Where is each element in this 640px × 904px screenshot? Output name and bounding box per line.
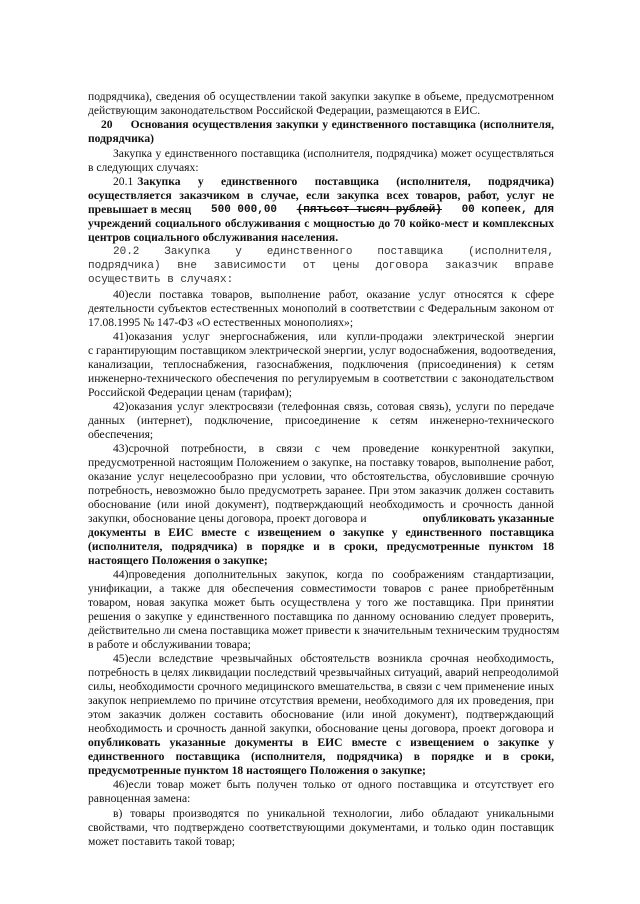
text-line: осуществляется заказчиком в случае, если закупка всех товаров, работ, услуг не bbox=[88, 189, 554, 202]
text-line: унификации, а также для обеспечения совместимости товаров с ранее приобретённым bbox=[88, 582, 554, 595]
text-line: 17.08.1995 № 147-ФЗ «О естественных монополиях»; bbox=[88, 316, 354, 329]
clause-text: Закупка у единственного поставщика (исполнителя, подрядчика) bbox=[137, 175, 554, 188]
text-line: может поставить такой товар; bbox=[88, 835, 236, 848]
text-line: 44)проведения дополнительных закупок, когда по соображениям стандартизации, bbox=[113, 568, 554, 581]
text-line: предусмотренной настоящим Положением о закупке, на поставку товаров, выполнение работ, bbox=[88, 456, 554, 469]
clause-20-2: 20.2 Закупка у единственного поставщика (исполнителя, bbox=[113, 246, 554, 258]
amount-words: (пятьсот тысяч рублей) bbox=[296, 204, 442, 216]
text-line: силы, необходимости срочного медицинского вмешательства, в связи с чем применение иных bbox=[88, 680, 554, 693]
text-line: предусмотренные пунктом 18 настоящего Положения о закупке; bbox=[88, 764, 426, 777]
text-line: осуществить в случаях: bbox=[88, 274, 234, 286]
text-line: действующим законодательством Российской Федерации, размещаются в ЕИС. bbox=[88, 104, 481, 117]
section-number: 20 bbox=[101, 118, 113, 131]
text-line: 45)если вследствие чрезвычайных обстоятельств возникла срочная необходимость, bbox=[113, 652, 554, 665]
text-line: подрядчика), сведения об осуществлении такой закупки закупке в объеме, предусмотренном bbox=[88, 90, 554, 103]
text-line: необходимость и срочность данной закупки, обоснование цены договора, проект договора и bbox=[88, 722, 554, 735]
text-line: 40)если поставка товаров, выполнение работ, оказание услуг относятся к сфере bbox=[113, 288, 554, 301]
text-line: потребность, невозможно было предусмотреть заранее. При этом заказчик должен составить bbox=[88, 484, 554, 497]
text-line: в следующих случаях: bbox=[88, 161, 199, 174]
text-line: деятельности субъектов естественных монополий в соответствии с Федеральным законом от bbox=[88, 302, 554, 315]
section-heading-cont: подрядчика) bbox=[88, 132, 154, 145]
text-line bbox=[88, 512, 554, 526]
amount-kopecks: 00 копеек, для bbox=[461, 204, 554, 216]
text-line: обеспечения; bbox=[88, 428, 154, 441]
text-line: действительно ли смена поставщика может привести к значительным техническим трудностям bbox=[88, 624, 560, 637]
text-line: свойствами, что подтверждено соответствующими документами, и только один поставщик bbox=[88, 821, 554, 834]
text-line bbox=[88, 203, 554, 217]
text-line: 43)срочной потребности, в связи с чем проведение конкурентной закупки, bbox=[113, 442, 554, 455]
text-fragment-bold: опубликовать указанные bbox=[422, 512, 554, 525]
clause-number: 20.1 bbox=[113, 175, 134, 188]
text-line: с гарантирующим поставщиком электрической энергии, услуг водоснабжения, водоотведения, bbox=[88, 344, 556, 357]
text-line: оказание услуг нецелесообразно при условии, что обстоятельства, обусловившие срочную bbox=[88, 470, 554, 483]
text-line: потребность в целях ликвидации последствий чрезвычайных ситуаций, аварий непреодолимой bbox=[88, 666, 559, 679]
text-fragment: закупки, обоснование цены договора, проект договора и bbox=[88, 512, 367, 525]
amount-value: 500 000,00 bbox=[211, 204, 278, 216]
text-line: 41)оказания услуг энергоснабжения, или купли-продажи электрической энергии bbox=[113, 330, 554, 343]
text-line: 46)если товар может быть получен только от одного поставщика и отсутствует его bbox=[113, 778, 554, 791]
text-line: Российской Федерации ценам (тарифам); bbox=[88, 386, 292, 399]
amount-label: превышает в месяц bbox=[88, 203, 192, 216]
text-line: в) товары производятся по уникальной технологии, либо обладают уникальными bbox=[113, 807, 554, 820]
text-line: Закупка у единственного поставщика (исполнителя, подрядчика) может осуществляться bbox=[113, 147, 554, 160]
text-line: 42)оказания услуг электросвязи (телефонная связь, сотовая связь), услуги по передаче bbox=[113, 400, 554, 413]
section-heading bbox=[101, 118, 554, 132]
text-line: инженерно-технического обеспечения по регулируемым в соответствии с законодательством bbox=[88, 372, 554, 385]
text-line: товаром, новая закупка может быть осуществлена у того же поставщика. При принятии bbox=[88, 596, 554, 609]
text-line: в работе и обслуживании товара; bbox=[88, 638, 251, 651]
clause-20-1 bbox=[113, 175, 554, 189]
text-line: учреждений социального обслуживания с мощностью до 70 койко-мест и комплексных bbox=[88, 217, 554, 230]
section-title: Основания осуществления закупки у единственного поставщика (исполнителя, bbox=[130, 118, 554, 131]
text-line: (исполнителя, подрядчика) в порядке и в сроки, предусмотренные пунктом 18 bbox=[88, 540, 554, 553]
text-line: обоснование (или иной документ), подтверждающий необходимость и срочность данной bbox=[88, 498, 554, 511]
text-line: документы в ЕИС вместе с извещением о закупке у единственного поставщика bbox=[88, 526, 554, 539]
text-line: решения о закупке у единственного поставщика по данному основанию следует проверить, bbox=[88, 610, 554, 623]
text-line: закупок неприемлемо по причине отсутствия времени, необходимого для их проведения, при bbox=[88, 694, 554, 707]
text-line: этом заказчик должен составить обоснование (или иной документ), подтверждающий bbox=[88, 708, 554, 721]
text-line: равноценная замена: bbox=[88, 792, 191, 805]
text-line: данных (интернет), подключение, присоединение к сетям инженерно-технического bbox=[88, 414, 554, 427]
text-line: подрядчика) вне зависимости от цены договора заказчик вправе bbox=[88, 260, 554, 272]
text-line: единственного поставщика (исполнителя, подрядчика) в порядке и в сроки, bbox=[88, 750, 554, 763]
text-line: настоящего Положения о закупке; bbox=[88, 554, 268, 567]
text-line: центров социального обслуживания населения. bbox=[88, 231, 339, 244]
text-line: канализации, теплоснабжения, газоснабжения, подключения (присоединения) к сетям bbox=[88, 358, 554, 371]
text-line: опубликовать указанные документы в ЕИС вместе с извещением о закупке у bbox=[88, 736, 554, 749]
